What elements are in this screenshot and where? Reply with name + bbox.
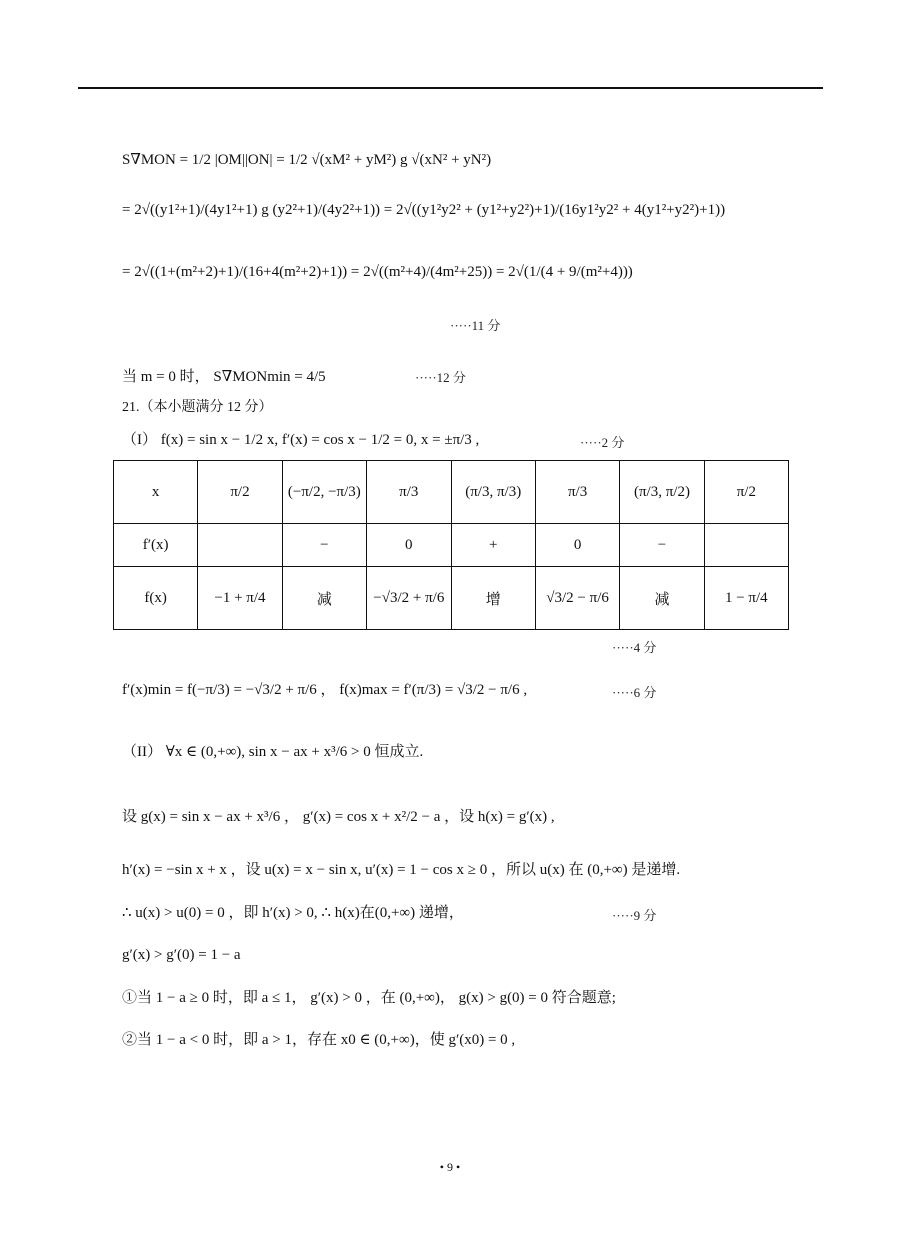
table-row-f xyxy=(114,567,789,630)
fprime-cell: 0 xyxy=(367,524,451,567)
area-formula-line-3: = 2√((1+(m²+2)+1)/(16+4(m²+2)+1)) = 2√((m²+4)/(4m²+25)) = 2√(1/(4 + 9/(m²+4))) xyxy=(122,264,633,280)
fprime-cell xyxy=(198,524,282,567)
define-u-line: h′(x) = −sin x + x ，设 u(x) = x − sin x, u′(x) = 1 − cos x ≥ 0 ，所以 u(x) 在 (0,+∞) 是递增. xyxy=(122,862,681,878)
part-1-derivative: （I） f(x) = sin x − 1/2 x, f′(x) = cos x − 1/2 = 0, x = ±π/3 , xyxy=(122,432,480,448)
table-row-fprime xyxy=(114,524,789,567)
variation-table xyxy=(113,460,789,630)
score-4: ·····4 分 xyxy=(612,640,657,655)
area-formula-line-2: = 2√((y1²+1)/(4y1²+1) g (y2²+1)/(4y2²+1)) = 2√((y1²y2² + (y1²+y2²)+1)/(16y1²y2² + 4(y1²+y2²)+1)) xyxy=(122,202,726,218)
case-2-line: ②当 1 − a < 0 时，即 a > 1，存在 x0 ∈ (0,+∞)，使 g′(x0) = 0 , xyxy=(122,1032,516,1048)
f-cell: 减 xyxy=(282,567,366,630)
x-cell: (π/3, π/2) xyxy=(620,461,704,524)
fprime-cell xyxy=(704,524,788,567)
x-cell: π/3 xyxy=(535,461,619,524)
fprime-cell: − xyxy=(620,524,704,567)
row-head-x: x xyxy=(114,461,198,524)
define-g-line: 设 g(x) = sin x − ax + x³/6 ， g′(x) = cos x + x²/2 − a ，设 h(x) = g′(x) , xyxy=(122,809,555,825)
score-12: ·····12 分 xyxy=(415,370,466,385)
g-prime-bound-line: g′(x) > g′(0) = 1 − a xyxy=(122,947,241,963)
page-number: • 9 • xyxy=(439,1160,461,1174)
f-cell: √3/2 − π/6 xyxy=(535,567,619,630)
score-6: ·····6 分 xyxy=(612,685,657,700)
f-cell: 减 xyxy=(620,567,704,630)
row-head-f: f(x) xyxy=(114,567,198,630)
min-area-line: 当 m = 0 时， S∇MONmin = 4/5 xyxy=(122,369,326,385)
x-cell: (−π/2, −π/3) xyxy=(282,461,366,524)
question-21-heading: 21.（本小题满分 12 分） xyxy=(122,400,273,415)
fprime-cell: + xyxy=(451,524,535,567)
area-formula-line-1: S∇MON = 1/2 |OM||ON| = 1/2 √(xM² + yM²) g √(xN² + yN²) xyxy=(122,152,492,168)
fprime-cell: 0 xyxy=(535,524,619,567)
table-row-x xyxy=(114,461,789,524)
x-cell: (π/3, π/3) xyxy=(451,461,535,524)
case-1-line: ①当 1 − a ≥ 0 时，即 a ≤ 1， g′(x) > 0 ，在 (0,+∞)， g(x) > g(0) = 0 符合题意; xyxy=(122,990,616,1006)
f-cell: −√3/2 + π/6 xyxy=(367,567,451,630)
part-2-statement: （II） ∀x ∈ (0,+∞), sin x − ax + x³/6 > 0 恒成立. xyxy=(122,744,424,760)
fprime-cell: − xyxy=(282,524,366,567)
row-head-fprime: f′(x) xyxy=(114,524,198,567)
f-cell: 1 − π/4 xyxy=(704,567,788,630)
score-2: ·····2 分 xyxy=(580,435,625,450)
score-11: ·····11 分 xyxy=(450,318,501,333)
x-cell: π/3 xyxy=(367,461,451,524)
x-cell: π/2 xyxy=(198,461,282,524)
monotonic-h-line: ∴ u(x) > u(0) = 0 ，即 h′(x) > 0, ∴ h(x)在(0,+∞) 递增， xyxy=(122,905,464,921)
f-cell: 增 xyxy=(451,567,535,630)
f-cell: −1 + π/4 xyxy=(198,567,282,630)
x-cell: π/2 xyxy=(704,461,788,524)
score-9: ·····9 分 xyxy=(612,908,657,923)
extrema-line: f′(x)min = f(−π/3) = −√3/2 + π/6 ， f(x)max = f′(π/3) = √3/2 − π/6 , xyxy=(122,682,528,698)
header-rule xyxy=(78,87,823,89)
